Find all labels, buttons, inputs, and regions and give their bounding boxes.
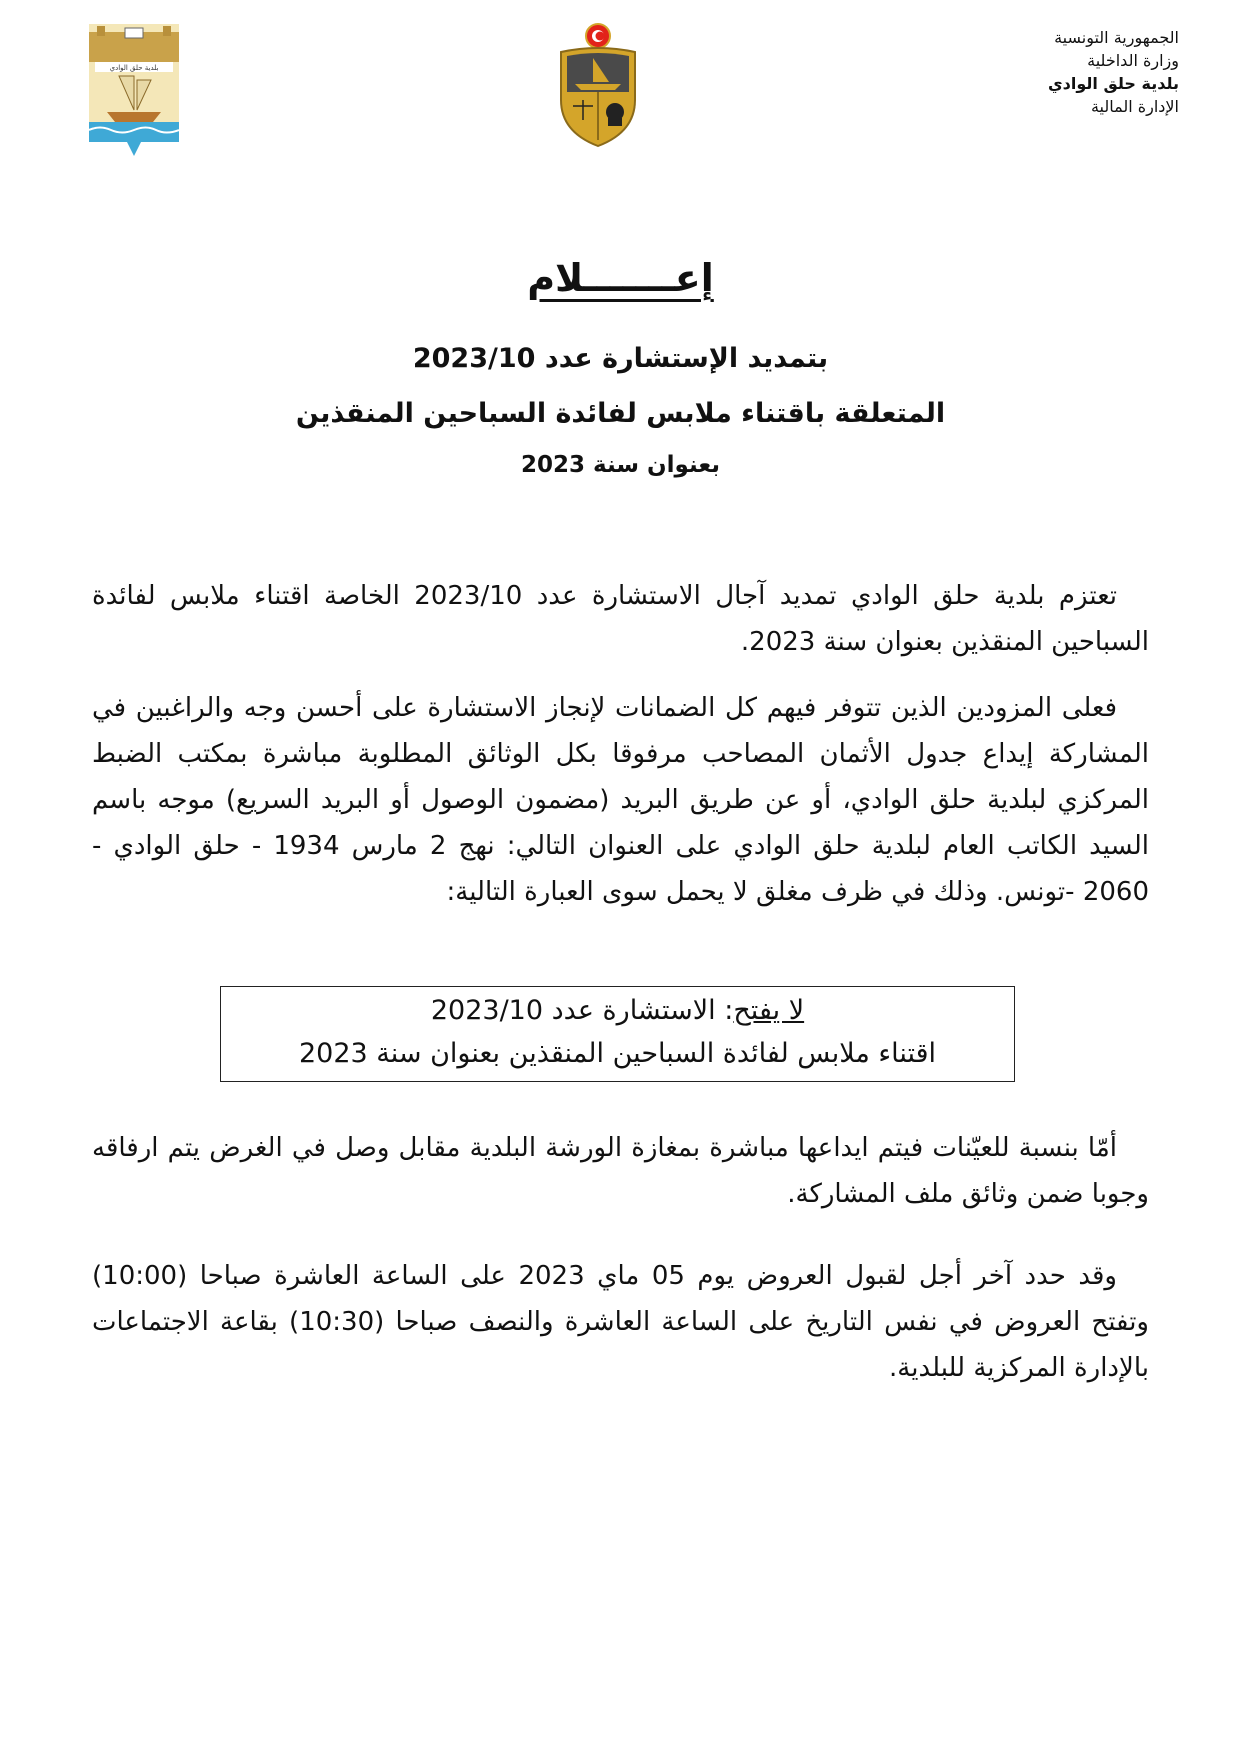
department-name: الإدارة المالية	[1090, 97, 1179, 116]
subtitle-line-2: المتعلقة باقتناء ملابس لفائدة السباحين المنقذين	[295, 398, 946, 429]
announcement-title-text: إعـــــــلام	[527, 256, 714, 300]
envelope-line-2: اقتناء ملابس لفائدة السباحين المنقذين بعنوان سنة 2023	[298, 1038, 937, 1069]
paragraph-3	[92, 1125, 1149, 1217]
paragraph-4	[92, 1253, 1149, 1391]
country-name: الجمهورية التونسية	[1054, 28, 1179, 47]
paragraph-2-text: فعلى المزودين الذين تتوفر فيهم كل الضمانات لإنجاز الاستشارة على أحسن وجه والراغبين في المشاركة إيداع جدول الأثمان المصاحب مرفوقا بكل الوثائق المطلوبة مباشرة بمكتب الضبط المركزي لبلدية حلق الوادي، أو عن طريق البريد (مضمون الوصول أو البريد السريع) موجه باسم السيد الكاتب العام لبلدية حلق الوادي على العنوان التالي: نهج 2 مارس 1934 - حلق الوادي - 2060 -تونس. وذلك في ظرف مغلق لا يحمل سوى العبارة التالية:	[92, 693, 1150, 907]
government-header	[859, 26, 1179, 118]
announcement-title	[0, 256, 1241, 300]
envelope-label-box	[220, 986, 1015, 1082]
envelope-line-1	[221, 989, 1014, 1032]
paragraph-2	[92, 685, 1149, 915]
subtitle-line-3: بعنوان سنة 2023	[521, 452, 720, 478]
paragraph-1	[92, 573, 1149, 665]
coat-of-arms	[553, 22, 643, 150]
municipality-logo	[89, 24, 179, 156]
do-not-open-label: لا يفتح	[733, 995, 805, 1026]
municipality-name: بلدية حلق الوادي	[1048, 74, 1179, 93]
ministry-name: وزارة الداخلية	[1087, 51, 1179, 70]
paragraph-1-text: تعتزم بلدية حلق الوادي تمديد آجال الاستشارة عدد 2023/10 الخاصة اقتناء ملابس لفائدة السباحين المنقذين بعنوان سنة 2023.	[92, 581, 1149, 657]
envelope-line-1-rest: : الاستشارة عدد 2023/10	[430, 995, 734, 1026]
paragraph-3-text: أمّا بنسبة للعيّنات فيتم ايداعها مباشرة بمغازة الورشة البلدية مقابل وصل في الغرض يتم ارفاقه وجوبا ضمن وثائق ملف المشاركة.	[92, 1133, 1149, 1209]
paragraph-4-text: وقد حدد آخر أجل لقبول العروض يوم 05 ماي 2023 على الساعة العاشرة صباحا (10:00) وتفتح العروض في نفس التاريخ على الساعة العاشرة والنصف صباحا (10:30) بقاعة الاجتماعات بالإدارة المركزية للبلدية.	[92, 1261, 1149, 1383]
subtitle-line-1: بتمديد الإستشارة عدد 2023/10	[412, 343, 829, 374]
logo-caption: بلدية حلق الوادي	[109, 64, 159, 72]
